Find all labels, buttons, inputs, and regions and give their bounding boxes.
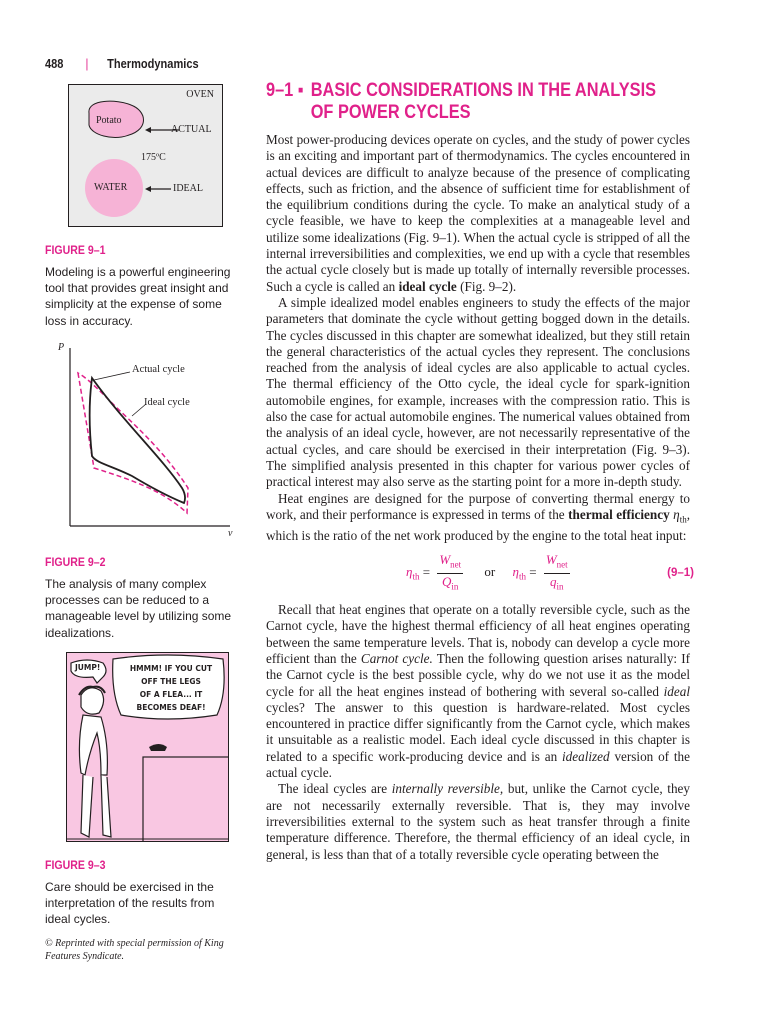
paragraph-3-text: Heat engines are designed for the purpose of converting thermal energy to work, and their performance is expressed in terms of the (266, 490, 690, 522)
section-title (266, 80, 736, 124)
figure-9-3-cartoon (66, 652, 229, 842)
paragraph-4-end: version of the actual cycle. (266, 748, 690, 781)
flea-icon (149, 744, 167, 751)
equation-body (406, 552, 574, 595)
fraction-2 (544, 552, 570, 595)
figure-9-1-illustration (68, 84, 223, 227)
paragraph-4 (266, 602, 690, 781)
thought-bubble-text (125, 662, 217, 714)
idealized-italic: idealized (562, 748, 610, 764)
thermal-efficiency-term: thermal efficiency (568, 506, 670, 522)
section-bullet: ▪ (297, 80, 304, 101)
actual-label: ACTUAL (171, 124, 212, 135)
carnot-cycle-italic: Carnot cycle. (360, 650, 433, 666)
eta-lhs-2: $\eta_{th}$ (512, 564, 526, 583)
equals-1: = (422, 564, 431, 580)
running-header (45, 56, 199, 71)
equation-number: (9–1) (667, 567, 694, 580)
page-number: 488 (45, 56, 64, 71)
thought-line-3: OF A FLEA... IT (139, 690, 203, 699)
section-title-line-2: OF POWER CYCLES (310, 102, 471, 123)
paragraph-2: A simple idealized model enables engineers to study the effects of the major parameters that dominate the cycle without getting bogged down in the details. The cycles discussed in this chapter are somewhat idealized, but they still retain the general characteristics of the actual cycles they represent. The conclusions reached from the analysis of ideal cycles are also applicable to actual cycles. The thermal efficiency of the Otto cycle, the ideal cycle for spark-ignition automobile engines, for example, increases with the compression ratio. This is also the case for actual automobile engines. The numerical values obtained from the analysis of an ideal cycle, however, are not necessarily representative of the actual cycles, and care should be exercised in their interpretation (Fig. 9–3). The simplified analysis presented in this chapter for various power cycles of practical interest may also serve as the starting point for a more in-depth study. (266, 294, 690, 490)
water-label: WATER (94, 182, 128, 193)
section-number: 9–1 (266, 80, 294, 101)
header-separator: | (85, 56, 89, 71)
figure-9-3-caption: Care should be exercised in the interpretation of the results from ideal cycles. (45, 880, 215, 927)
jump-bubble-text: JUMP! (75, 663, 101, 672)
figure-9-3-credit: © Reprinted with special permission of King Features Syndicate. (45, 937, 224, 962)
paragraph-5 (266, 781, 690, 862)
thought-line-1: HMMM! IF YOU CUT (129, 664, 213, 673)
paragraph-5-end: but, unlike the Carnot cycle, they are not necessarily externally reversible. That is, they may involve irreversibilities external to the system such as heat transfer through a finite temperature difference. Therefore, the thermal efficiency of an ideal cycle, in general, is less than that of a totally reversible cycle operating between the (266, 781, 690, 862)
eta-lhs-1: $\eta_{th}$ (406, 564, 420, 583)
thought-line-2: OFF THE LEGS (141, 677, 201, 686)
main-text-column (266, 132, 694, 863)
temperature-label: 175ºC (141, 152, 166, 163)
figure-9-1-caption: Modeling is a powerful engineering tool that provides great insight and simplicity at the expense of some loss in accuracy. (45, 265, 231, 328)
p-axis-label: P (58, 342, 65, 353)
paragraph-5-text: The ideal cycles are (278, 781, 392, 797)
figure-9-2-caption-block (45, 555, 240, 641)
section-title-line-1: BASIC CONSIDERATIONS IN THE ANALYSIS (310, 80, 657, 101)
cartoon-man-body (79, 715, 107, 775)
ideal-cycle-curve (78, 373, 188, 513)
ideal-cycle-term: ideal cycle (398, 278, 457, 294)
paragraph-1-end: (Fig. 9–2). (456, 278, 517, 294)
paragraph-1 (266, 132, 690, 295)
denominator-2: $q_{in}$ (549, 573, 564, 592)
fraction-1 (437, 552, 463, 595)
paragraph-4-text: Recall that heat engines that operate on a totally reversible cycle, such as the Carnot cycle, have the highest thermal efficiency of all heat engines operating between the same temperature levels. That is, nobody can develop a cycle more efficient than the (266, 602, 690, 666)
ideal-label: IDEAL (173, 183, 203, 194)
ideal-arrowhead (145, 186, 151, 192)
eta-symbol: η (673, 506, 680, 522)
figure-9-1-caption-block (45, 243, 240, 329)
figure-9-1-label: FIGURE 9–1 (45, 243, 106, 257)
numerator-1: $W_{net}$ (437, 552, 463, 574)
section-number-group (266, 80, 311, 102)
equation-9-1 (266, 550, 694, 592)
cartoon-table (143, 757, 228, 841)
internally-reversible-italic: internally reversible, (391, 781, 504, 797)
equals-2: = (529, 564, 537, 580)
eta-subscript: th (679, 514, 687, 525)
paragraph-3-end: , which is the ratio of the net work produced by the engine to the total heat input: (266, 506, 690, 543)
actual-cycle-leader (94, 372, 130, 380)
numerator-2: $W_{net}$ (544, 552, 570, 574)
ideal-italic: ideal (663, 683, 690, 699)
oven-label: OVEN (186, 89, 214, 100)
actual-arrowhead (145, 127, 151, 133)
figure-9-3-label: FIGURE 9–3 (45, 858, 106, 872)
paragraph-4-text-2: Then the following question arises naturally: If the Carnot cycle is the best possible cycle, why do we not use it as the model cycle for all the heat engines instead of bothering with several so-called (266, 650, 690, 699)
figure-9-2-label: FIGURE 9–2 (45, 555, 106, 569)
figure-9-3-caption-block (45, 858, 240, 963)
figure-9-2-caption: The analysis of many complex processes can be reduced to a manageable level by utilizing some idealizations. (45, 577, 232, 640)
cartoon-man-head (81, 688, 104, 714)
paragraph-3 (266, 491, 690, 545)
equation-or: or (484, 564, 496, 580)
ideal-cycle-label: Ideal cycle (144, 397, 190, 408)
thought-line-4: BECOMES DEAF! (136, 703, 206, 712)
book-title: Thermodynamics (107, 56, 199, 71)
paragraph-1-text: Most power-producing devices operate on cycles, and the study of power cycles is an exciting and important part of thermodynamics. The cycles encountered in actual devices are difficult to analyze because of the presence of complicating effects, such as friction, and the absence of sufficient time for establishment of the equilibrium conditions during the cycle. To make an analytical study of a cycle feasible, we have to keep the complexities at a manageable level and utilize some idealizations (Fig. 9–1). When the actual cycle is stripped of all the internal irreversibilities and complexities, we end up with a cycle that resembles the actual cycle closely but is made up totally of internally reversible processes. Such a cycle is called an (266, 132, 690, 294)
potato-label: Potato (96, 115, 122, 126)
cartoon-man-legs (81, 775, 111, 837)
denominator-1: $Q_{in}$ (442, 573, 459, 592)
paragraph-4-text-3: cycles? The answer to this question is hardware-related. Most cycles encountered in practice differ significantly from the Carnot cycle, which makes it unsuitable as a realistic model. Each ideal cycle discussed in this chapter is related to a specific work-producing device and is an (266, 699, 690, 764)
actual-cycle-label: Actual cycle (132, 364, 185, 375)
figure-9-2-pv-diagram (52, 338, 242, 543)
v-axis-label: v (228, 528, 233, 539)
